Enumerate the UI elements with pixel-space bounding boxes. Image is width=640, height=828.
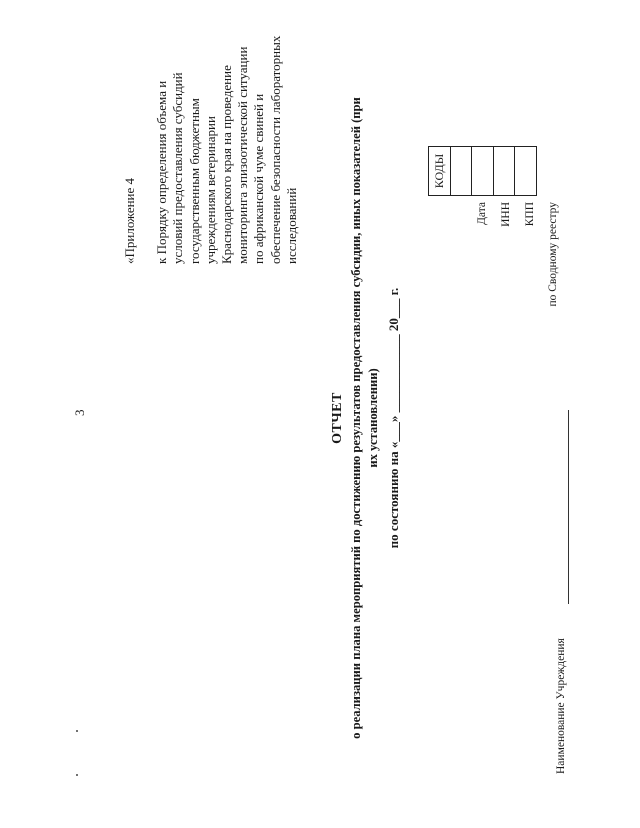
report-subtitle-line: о реализации плана мероприятий по достижению результатов предоставления субсидии, иных показателей (при <box>349 97 363 739</box>
code-kpp-cell[interactable] <box>493 147 515 196</box>
code-svod-label: по Сводному реестру <box>547 202 559 307</box>
appendix-line: государственным бюджетным <box>186 98 202 264</box>
report-subtitle-line: их установлении) <box>366 368 380 468</box>
institution-name-line[interactable] <box>568 410 569 604</box>
appendix-block <box>122 24 300 264</box>
appendix-line: учреждениям ветеринарии <box>202 116 218 264</box>
codes-header: КОДЫ <box>429 147 451 196</box>
code-kpp-label: КПП <box>524 202 536 227</box>
codes-table <box>428 146 537 196</box>
report-title: ОТЧЕТ <box>330 392 345 444</box>
code-date-label: Дата <box>476 202 488 225</box>
appendix-line: условий предоставления субсидий <box>170 72 186 264</box>
institution-label: Наименование Учреждения <box>555 638 567 774</box>
appendix-line: исследований <box>283 187 299 264</box>
appendix-line: Краснодарского края на проведение <box>219 65 235 264</box>
code-date-cell[interactable] <box>450 147 472 196</box>
scan-speck <box>76 730 78 732</box>
code-svod-cell[interactable] <box>515 147 537 196</box>
appendix-line: к Порядку определения объема и <box>154 80 170 264</box>
appendix-heading: «Приложение 4 <box>122 177 137 264</box>
scan-speck <box>76 774 78 776</box>
report-date-line: по состоянию на «___» ____________ 20___ г. <box>386 287 401 549</box>
code-inn-label: ИНН <box>500 202 512 227</box>
appendix-line: мониторинга эпизоотической ситуации <box>235 46 251 264</box>
appendix-line: обеспечение безопасности лабораторных <box>267 35 283 264</box>
page-number: 3 <box>72 409 87 416</box>
code-inn-cell[interactable] <box>472 147 494 196</box>
report-subtitle <box>348 38 382 798</box>
appendix-line: по африканской чуме свиней и <box>251 93 267 264</box>
